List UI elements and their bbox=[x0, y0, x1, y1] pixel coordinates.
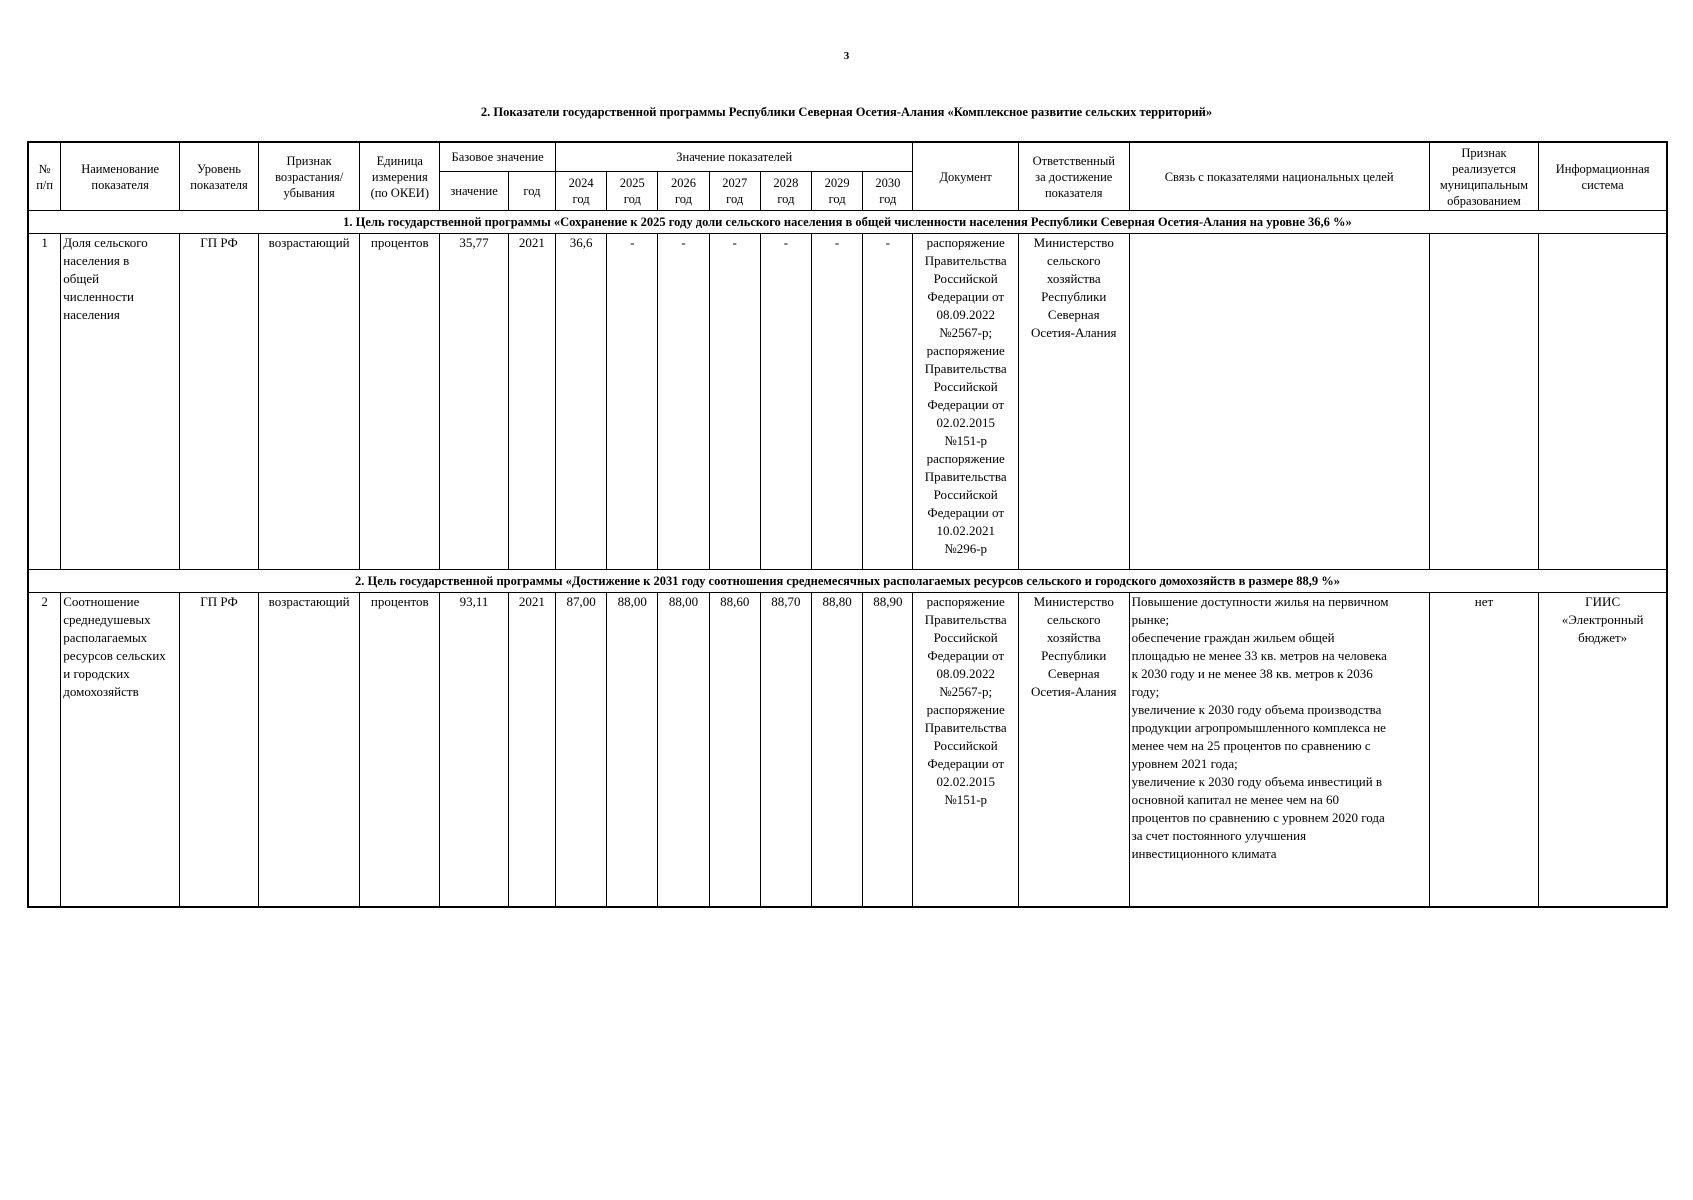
row-2-name: Соотношение среднедушевых располагаемых ресурсов сельских и городских домохозяйств bbox=[61, 593, 180, 908]
header-base-value: значение bbox=[440, 172, 509, 211]
row-1-name: Доля сельского населения в общей численности населения bbox=[61, 234, 180, 570]
row-2-info-system: ГИИС «Электронный бюджет» bbox=[1539, 593, 1667, 908]
header-year-2027: 2027 год bbox=[709, 172, 760, 211]
row-2-num: 2 bbox=[28, 593, 61, 908]
row-1-value-2029: - bbox=[812, 234, 863, 570]
row-1-level: ГП РФ bbox=[180, 234, 259, 570]
row-2-value-2025: 88,00 bbox=[607, 593, 658, 908]
document-title: 2. Показатели государственной программы Республики Северная Осетия-Алания «Комплексное развитие сельских территорий» bbox=[480, 105, 1213, 119]
header-name: Наименование показателя bbox=[61, 142, 180, 211]
header-base-year: год bbox=[508, 172, 555, 211]
header-municipal: Признак реализуется муниципальным образованием bbox=[1429, 142, 1539, 211]
row-1-document: распоряжение Правительства Российской Федерации от 08.09.2022 №2567-р; распоряжение Правительства Российской Федерации от 02.02.2015 №151-р распоряжение Правительства Российской Федерации от 10.02.2021 №296-р bbox=[913, 234, 1019, 570]
row-1-value-2025: - bbox=[607, 234, 658, 570]
row-2-responsible: Министерство сельского хозяйства Республики Северная Осетия-Алания bbox=[1018, 593, 1129, 908]
row-2-value-2030: 88,90 bbox=[863, 593, 913, 908]
row-1-value-2028: - bbox=[760, 234, 811, 570]
row-2-trend: возрастающий bbox=[258, 593, 359, 908]
header-responsible: Ответственный за достижение показателя bbox=[1018, 142, 1129, 211]
header-year-2030: 2030 год bbox=[863, 172, 913, 211]
row-2-unit: процентов bbox=[360, 593, 440, 908]
header-document: Документ bbox=[913, 142, 1019, 211]
row-1-municipal bbox=[1429, 234, 1539, 570]
row-1-trend: возрастающий bbox=[258, 234, 359, 570]
row-1-base-year: 2021 bbox=[508, 234, 555, 570]
row-1-info-system bbox=[1539, 234, 1667, 570]
row-2-value-2026: 88,00 bbox=[658, 593, 709, 908]
row-1-num: 1 bbox=[28, 234, 61, 570]
goal-2-title: 2. Цель государственной программы «Достижение к 2031 году соотношения среднемесячных располагаемых ресурсов сельского и городского домохозяйств в размере 88,9 %» bbox=[28, 570, 1667, 593]
header-year-2026: 2026 год bbox=[658, 172, 709, 211]
indicators-table bbox=[27, 141, 1668, 908]
row-1-link bbox=[1129, 234, 1429, 570]
row-1-responsible: Министерство сельского хозяйства Республики Северная Осетия-Алания bbox=[1018, 234, 1129, 570]
row-2-value-2029: 88,80 bbox=[812, 593, 863, 908]
header-year-2025: 2025 год bbox=[607, 172, 658, 211]
goal-1-title: 1. Цель государственной программы «Сохранение к 2025 году доли сельского населения в общей численности населения Республики Северная Осетия-Алания на уровне 36,6 %» bbox=[28, 211, 1667, 234]
row-1-unit: процентов bbox=[360, 234, 440, 570]
row-2-base-value: 93,11 bbox=[440, 593, 509, 908]
header-num: № п/п bbox=[28, 142, 61, 211]
row-2-document: распоряжение Правительства Российской Федерации от 08.09.2022 №2567-р; распоряжение Правительства Российской Федерации от 02.02.2015 №151-р bbox=[913, 593, 1019, 908]
header-year-2024: 2024 год bbox=[555, 172, 606, 211]
header-values-group: Значение показателей bbox=[555, 142, 912, 172]
table-row bbox=[28, 593, 1667, 908]
table-row bbox=[28, 234, 1667, 570]
row-2-value-2027: 88,60 bbox=[709, 593, 760, 908]
header-trend: Признак возрастания/ убывания bbox=[258, 142, 359, 211]
row-2-link: Повышение доступности жилья на первичном рынке; обеспечение граждан жильем общей площадью не менее 33 кв. метров на человека к 2030 году и не менее 38 кв. метров к 2036 году; увеличение к 2030 году объема производства продукции агропромышленного комплекса не менее чем на 25 процентов по сравнению с уровнем 2021 года; увеличение к 2030 году объема инвестиций в основной капитал не менее чем на 60 процентов по сравнению с уровнем 2020 года за счет постоянного улучшения инвестиционного климата bbox=[1129, 593, 1429, 908]
header-link: Связь с показателями национальных целей bbox=[1129, 142, 1429, 211]
goal-2-row bbox=[28, 570, 1667, 593]
header-year-2028: 2028 год bbox=[760, 172, 811, 211]
row-2-municipal: нет bbox=[1429, 593, 1539, 908]
row-1-base-value: 35,77 bbox=[440, 234, 509, 570]
header-year-2029: 2029 год bbox=[812, 172, 863, 211]
header-row-1 bbox=[28, 142, 1667, 172]
row-1-value-2027: - bbox=[709, 234, 760, 570]
header-info-system: Информационная система bbox=[1539, 142, 1667, 211]
row-2-base-year: 2021 bbox=[508, 593, 555, 908]
header-level: Уровень показателя bbox=[180, 142, 259, 211]
row-1-value-2030: - bbox=[863, 234, 913, 570]
goal-1-row bbox=[28, 211, 1667, 234]
page-number: 3 bbox=[843, 50, 850, 62]
row-2-value-2024: 87,00 bbox=[555, 593, 606, 908]
header-unit: Единица измерения (по ОКЕИ) bbox=[360, 142, 440, 211]
row-2-level: ГП РФ bbox=[180, 593, 259, 908]
row-1-value-2026: - bbox=[658, 234, 709, 570]
row-2-value-2028: 88,70 bbox=[760, 593, 811, 908]
row-1-value-2024: 36,6 bbox=[555, 234, 606, 570]
header-base-group: Базовое значение bbox=[440, 142, 556, 172]
